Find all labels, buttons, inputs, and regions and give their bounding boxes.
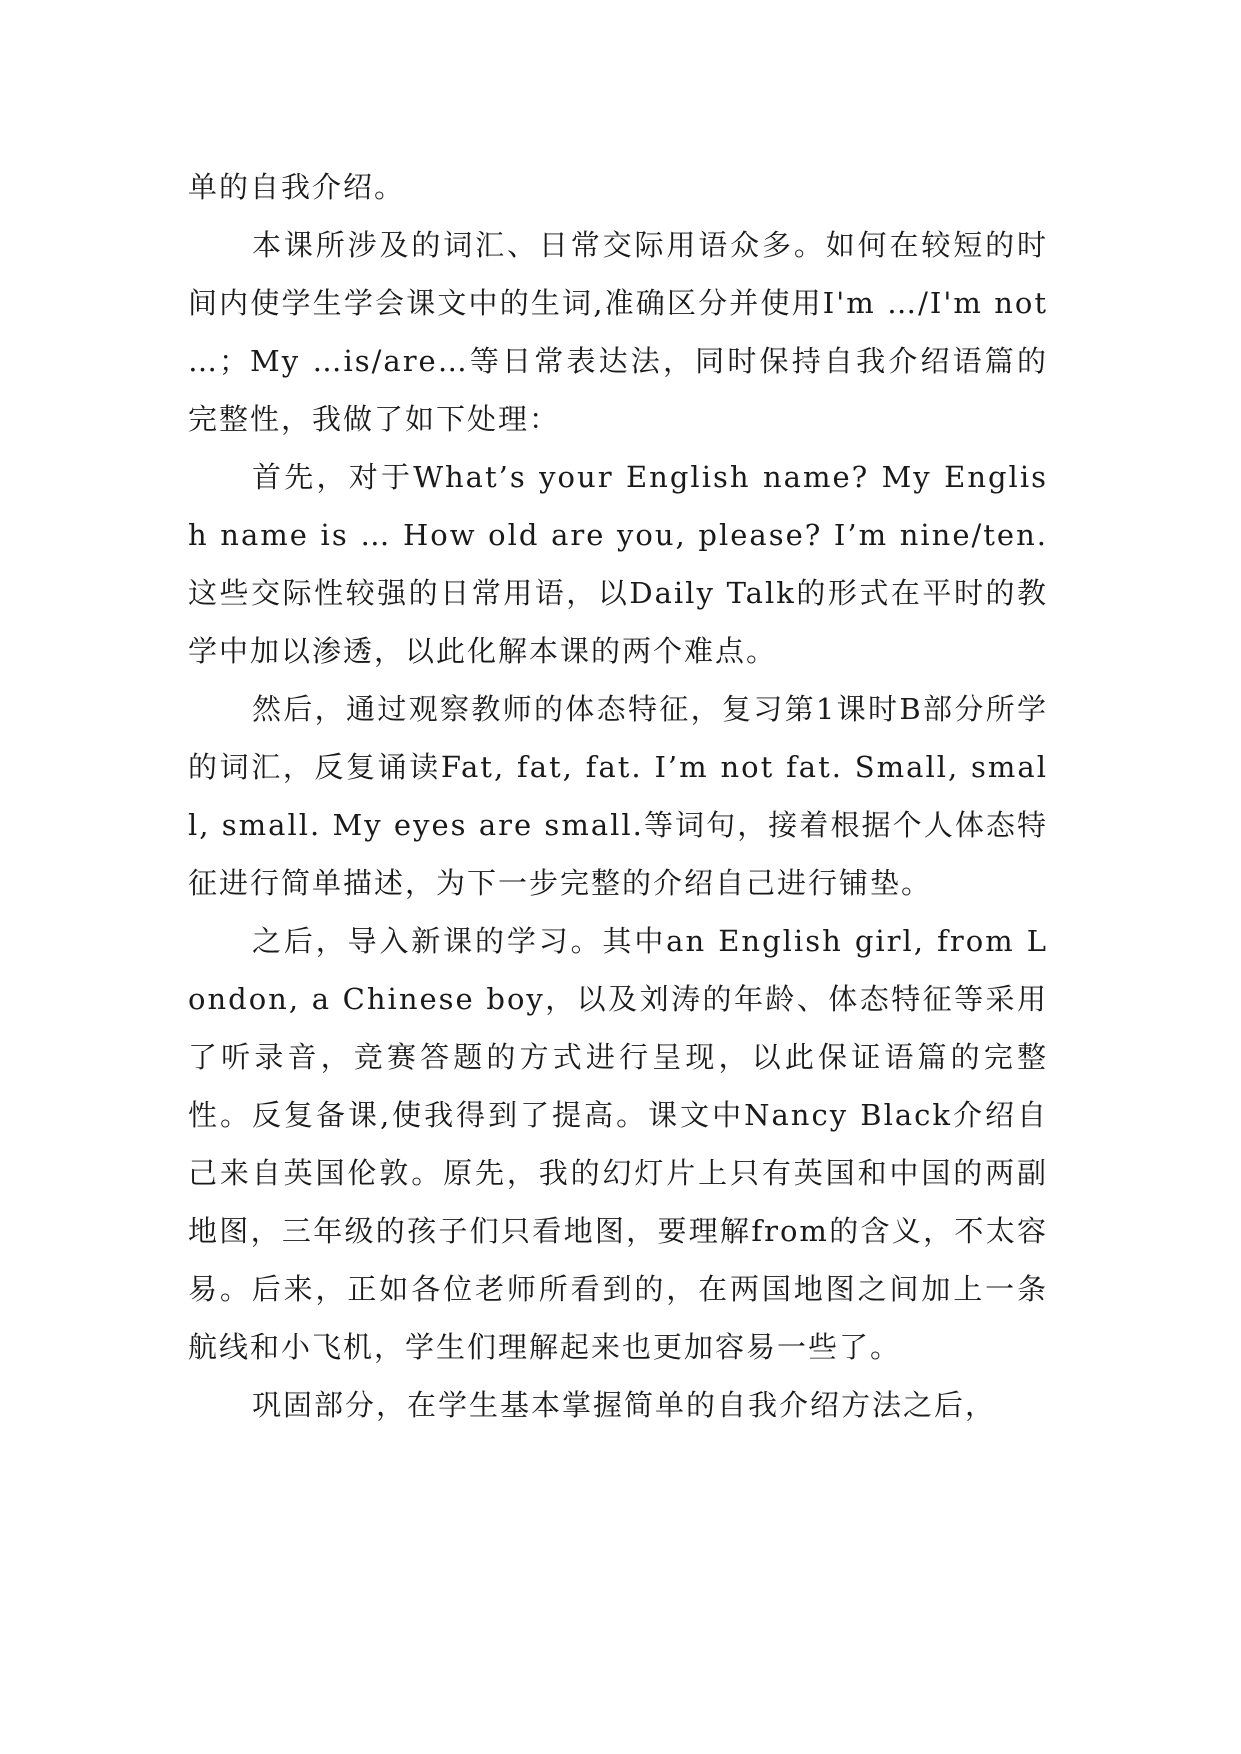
paragraph-third-step: 之后，导入新课的学习。其中an English girl, from London, a Chinese boy，以及刘涛的年龄、体态特征等采用了听录音，竞赛答题的方式进行呈现，以此保证语篇的完整性。反复备课,使我得到了提高。课文中Nancy Black介绍自己来自英国伦敦。原先，我的幻灯片上只有英国和中国的两副地图，三年级的孩子们只看地图，要理解from的含义，不太容易。后来，正如各位老师所看到的，在两国地图之间加上一条航线和小飞机，学生们理解起来也更加容易一些了。 [188, 924, 1048, 1364]
document-body [188, 158, 1048, 1434]
paragraph-second-step: 然后，通过观察教师的体态特征，复习第1课时B部分所学的词汇，反复诵读Fat, fat, fat. I’m not fat. Small, small, small. My eyes are small.等词句，接着根据个人体态特征进行简单描述，为下一步完整的介绍自己进行铺垫。 [188, 692, 1048, 900]
paragraph-vocabulary-intro: 本课所涉及的词汇、日常交际用语众多。如何在较短的时间内使学生学会课文中的生词,准确区分并使用I'm …/I'm not …；My …is/are…等日常表达法，同时保持自我介绍语篇的完整性，我做了如下处理： [188, 228, 1048, 436]
paragraph-first-step: 首先，对于What’s your English name? My English name is … How old are you, please? I’m nine/ten.这些交际性较强的日常用语，以Daily Talk的形式在平时的教学中加以渗透，以此化解本课的两个难点。 [188, 460, 1048, 668]
paragraph-continuation: 单的自我介绍。 [188, 170, 406, 204]
paragraph-consolidation: 巩固部分，在学生基本掌握简单的自我介绍方法之后， [252, 1388, 997, 1422]
